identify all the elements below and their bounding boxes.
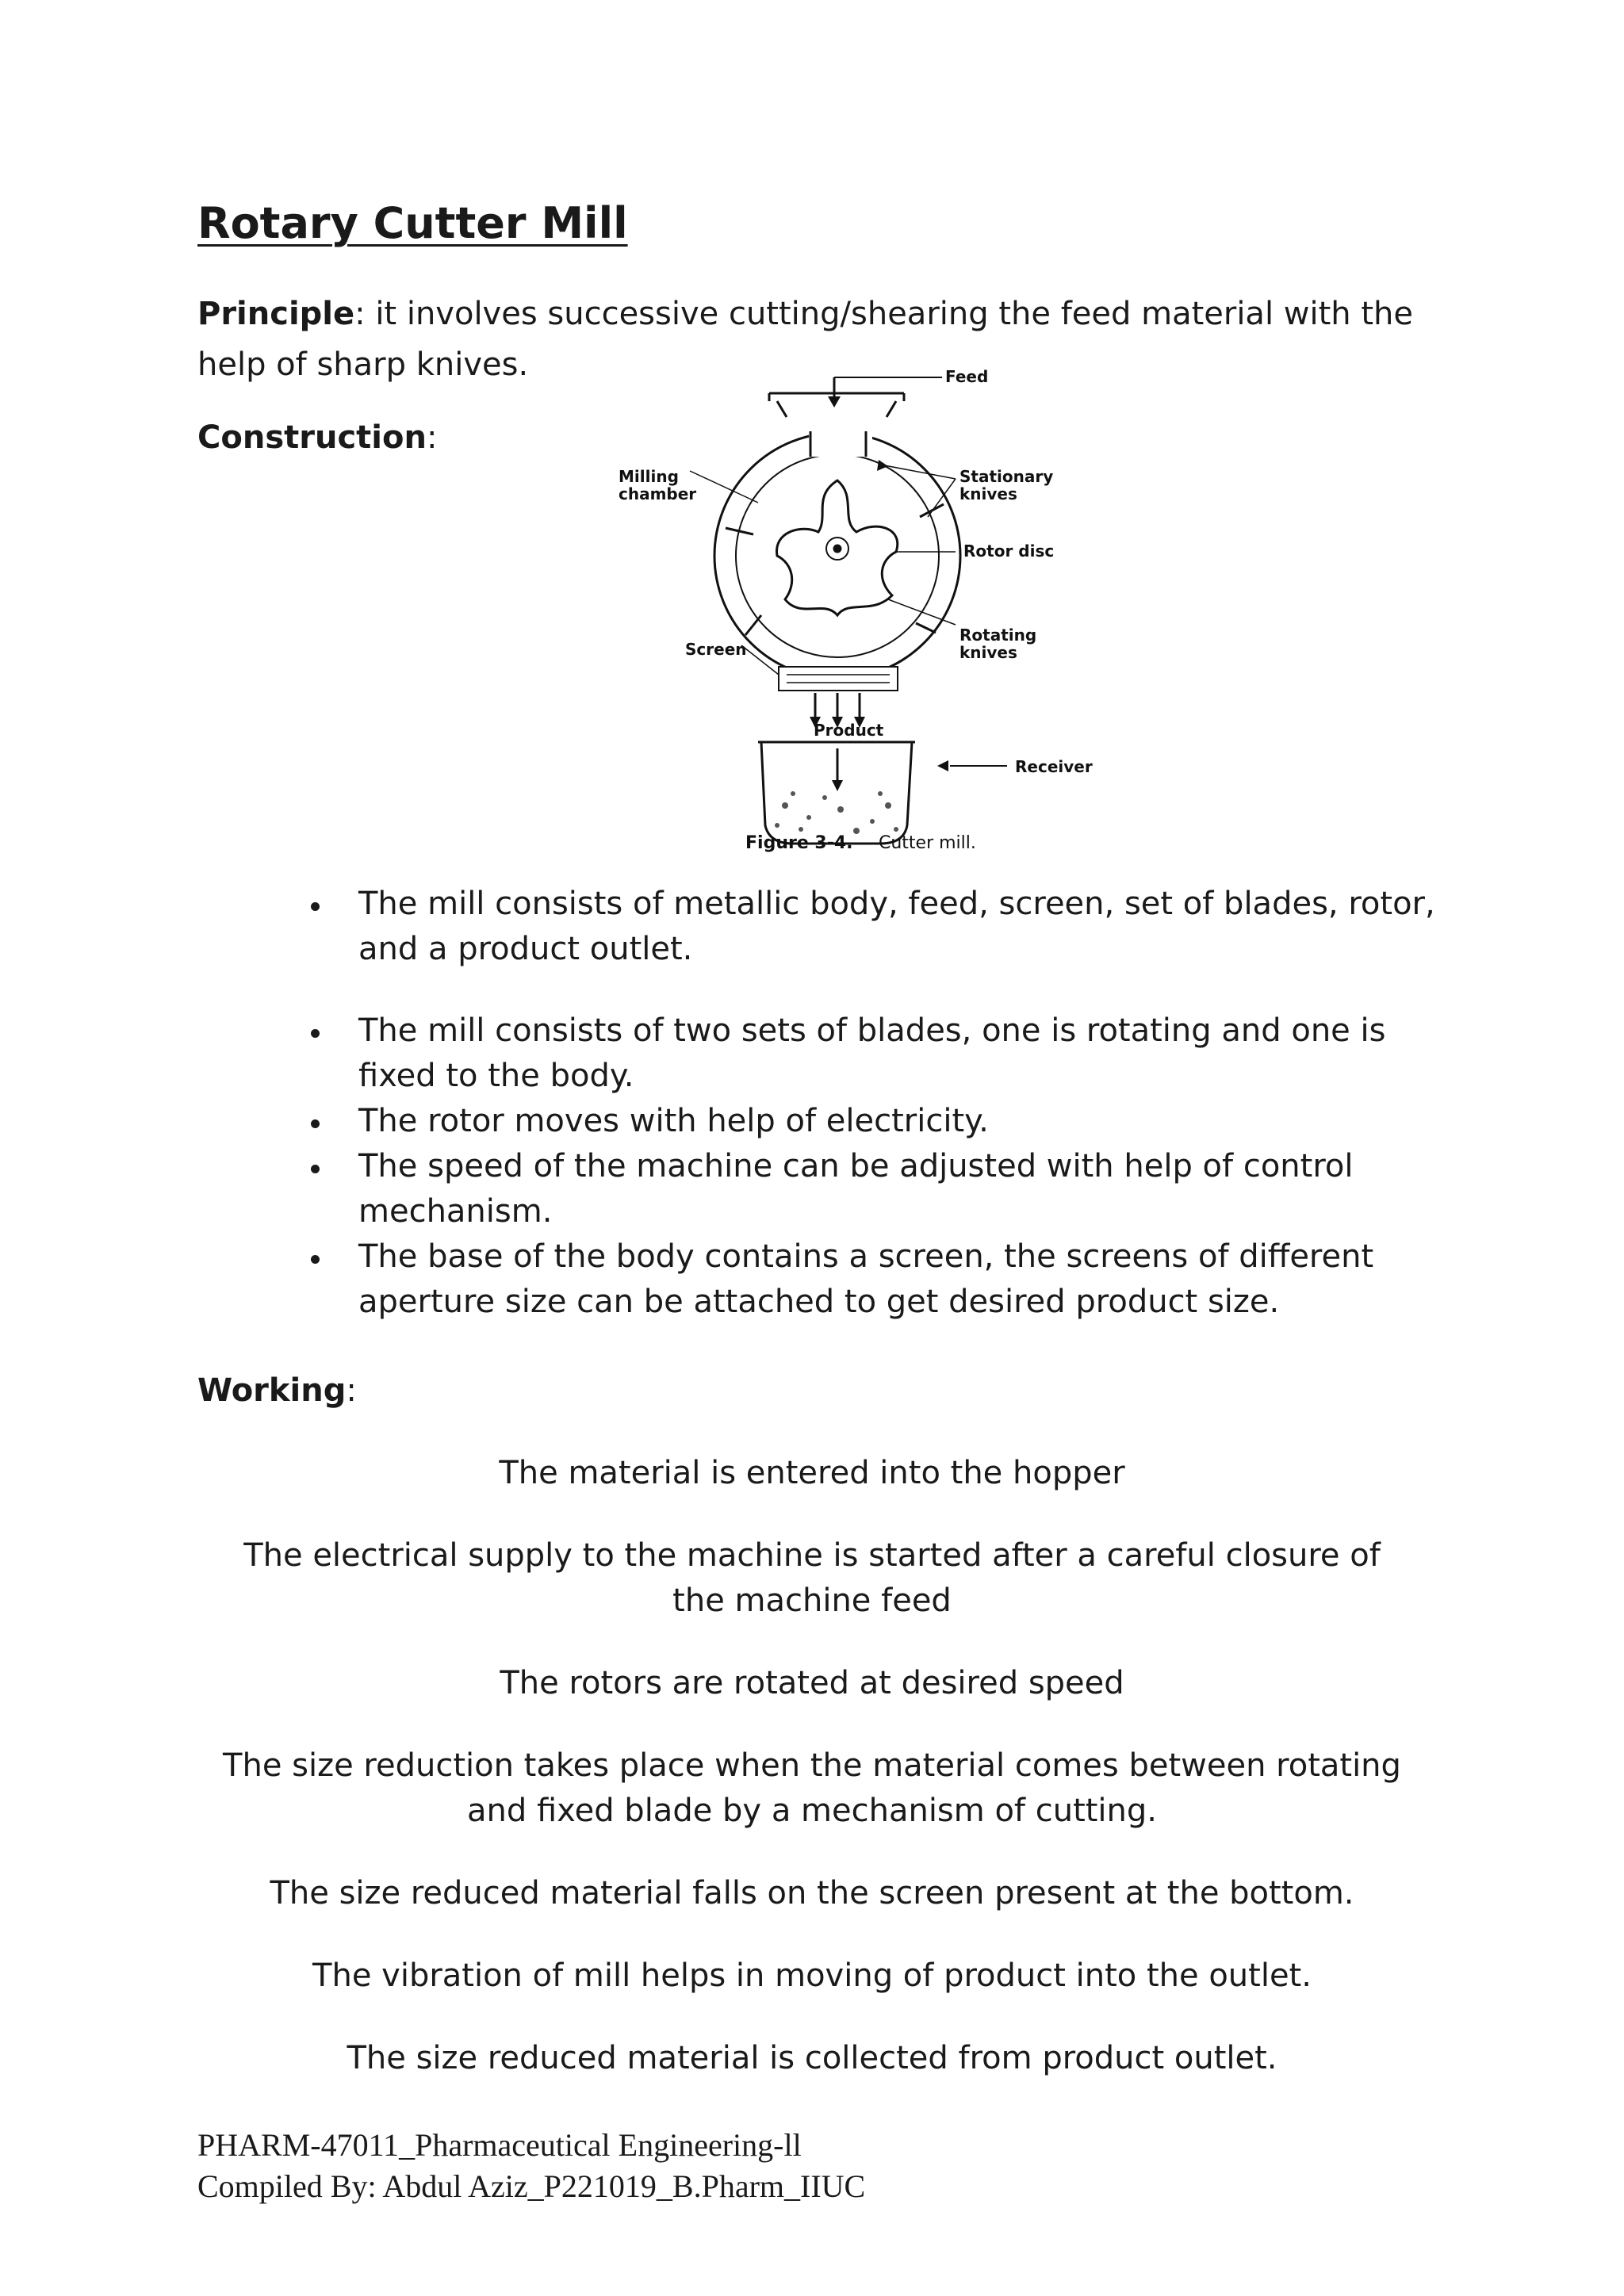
principle-label: Principle xyxy=(197,296,355,332)
list-item: The mill consists of metallic body, feed, screen, set of blades, rotor, and a product outlet. xyxy=(301,882,1443,972)
figure-caption-text: Cutter mill. xyxy=(879,833,976,853)
milling-chamber xyxy=(736,454,939,657)
list-item: The rotor moves with help of electricity. xyxy=(301,1099,1443,1144)
footer-compiler: Compiled By: Abdul Aziz_P221019_B.Pharm_IIUC xyxy=(197,2168,866,2204)
principle-text: : it involves successive cutting/shearing the feed material with the help of sharp knives. xyxy=(197,296,1413,383)
working-step: The material is entered into the hopper xyxy=(499,1455,1125,1491)
construction-heading: Construction: xyxy=(197,419,438,456)
list-item: The speed of the machine can be adjusted with help of control mechanism. xyxy=(301,1144,1443,1234)
label-stationary-knives-1: Stationary xyxy=(959,467,1054,486)
working-step: The size reduction takes place when the material comes between rotating and fixed blade by a mechanism of cutting. xyxy=(223,1747,1401,1829)
working-label: Working xyxy=(197,1372,347,1409)
working-steps xyxy=(197,1451,1427,2118)
construction-list xyxy=(301,882,1443,1325)
working-step: The size reduced material falls on the screen present at the bottom. xyxy=(270,1875,1354,1911)
label-rotating-knives-2: knives xyxy=(959,643,1017,662)
stationary-knife xyxy=(745,615,761,635)
list-item: The base of the body contains a screen, the screens of different aperture size can be attached to get desired product size. xyxy=(301,1234,1443,1325)
label-milling-chamber-1: Milling xyxy=(619,467,679,486)
label-rotating-knives-1: Rotating xyxy=(959,626,1037,645)
label-stationary-knives-2: knives xyxy=(959,484,1017,503)
product-particles xyxy=(775,791,898,834)
working-step: The electrical supply to the machine is started after a careful closure of the machine feed xyxy=(243,1537,1381,1619)
working-heading: Working: xyxy=(197,1372,357,1409)
screen xyxy=(779,667,898,691)
label-feed: Feed xyxy=(945,367,989,386)
construction-label: Construction xyxy=(197,419,427,456)
label-rotor-disc: Rotor disc xyxy=(963,541,1055,561)
working-step: The rotors are rotated at desired speed xyxy=(500,1665,1124,1701)
page-footer xyxy=(197,2125,865,2207)
mill-casing xyxy=(714,433,960,679)
footer-course: PHARM-47011_Pharmaceutical Engineering-ll xyxy=(197,2127,802,2163)
stationary-knife xyxy=(916,623,936,633)
working-step: The size reduced material is collected from product outlet. xyxy=(347,2040,1277,2076)
list-item: The mill consists of two sets of blades, one is rotating and one is fixed to the body. xyxy=(301,1008,1443,1099)
page-title: Rotary Cutter Mill xyxy=(197,198,628,248)
working-step: The vibration of mill helps in moving of product into the outlet. xyxy=(312,1957,1312,1994)
figure-caption-number: Figure 3-4. xyxy=(745,833,853,853)
label-product: Product xyxy=(814,721,884,740)
label-milling-chamber-2: chamber xyxy=(619,484,697,503)
label-receiver: Receiver xyxy=(1015,757,1093,776)
cutter-mill-diagram xyxy=(603,362,1142,853)
label-screen: Screen xyxy=(685,640,747,659)
